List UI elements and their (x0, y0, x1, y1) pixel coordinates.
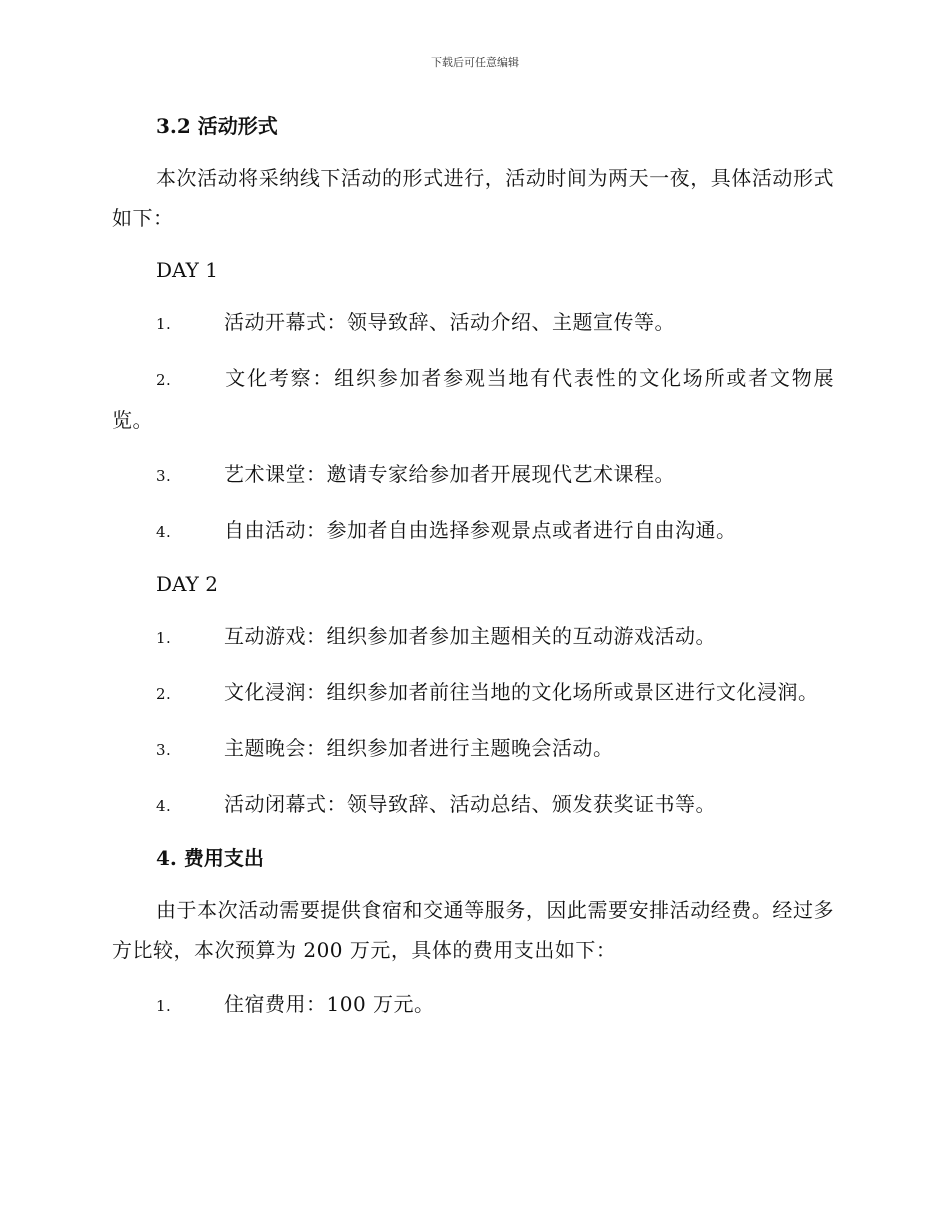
list-number: 2. (156, 685, 172, 703)
list-text: 文化考察：组织参加者参观当地有代表性的文化场所或者文物展览。 (112, 366, 834, 432)
list-number: 3. (156, 741, 172, 759)
list-text: 互动游戏：组织参加者参加主题相关的互动游戏活动。 (224, 624, 716, 648)
list-item (112, 302, 834, 344)
list-item (112, 616, 834, 658)
list-item (112, 454, 834, 496)
section-heading-3-2: 3.2 活动形式 (156, 114, 278, 138)
section-4-intro: 由于本次活动需要提供食宿和交通等服务，因此需要安排活动经费。经过多方比较，本次预算为 200 万元，具体的费用支出如下： (112, 898, 834, 962)
list-number: 2. (156, 371, 172, 389)
header-note: 下载后可任意编辑 (431, 56, 519, 69)
list-number: 4. (156, 797, 172, 815)
list-number: 3. (156, 467, 172, 485)
section-heading-4: 4. 费用支出 (156, 846, 264, 870)
list-number: 4. (156, 523, 172, 541)
list-item (112, 358, 834, 440)
list-number: 1. (156, 997, 172, 1015)
list-text: 艺术课堂：邀请专家给参加者开展现代艺术课程。 (224, 462, 675, 486)
list-text: 自由活动：参加者自由选择参观景点或者进行自由沟通。 (224, 518, 737, 542)
list-item (112, 672, 834, 714)
list-text: 文化浸润：组织参加者前往当地的文化场所或景区进行文化浸润。 (224, 680, 819, 704)
list-item (112, 510, 834, 552)
section-3-2-intro: 本次活动将采纳线下活动的形式进行，活动时间为两天一夜，具体活动形式如下： (112, 166, 834, 230)
list-number: 1. (156, 315, 172, 333)
document-content (112, 108, 834, 1026)
list-item (112, 984, 834, 1026)
list-text: 活动开幕式：领导致辞、活动介绍、主题宣传等。 (224, 310, 675, 334)
list-item (112, 728, 834, 770)
day2-label: DAY 2 (156, 572, 218, 596)
list-text: 活动闭幕式：领导致辞、活动总结、颁发获奖证书等。 (224, 792, 716, 816)
list-item (112, 784, 834, 826)
list-text: 主题晚会：组织参加者进行主题晚会活动。 (224, 736, 614, 760)
day1-label: DAY 1 (156, 258, 218, 282)
list-text: 住宿费用：100 万元。 (224, 992, 435, 1016)
list-number: 1. (156, 629, 172, 647)
